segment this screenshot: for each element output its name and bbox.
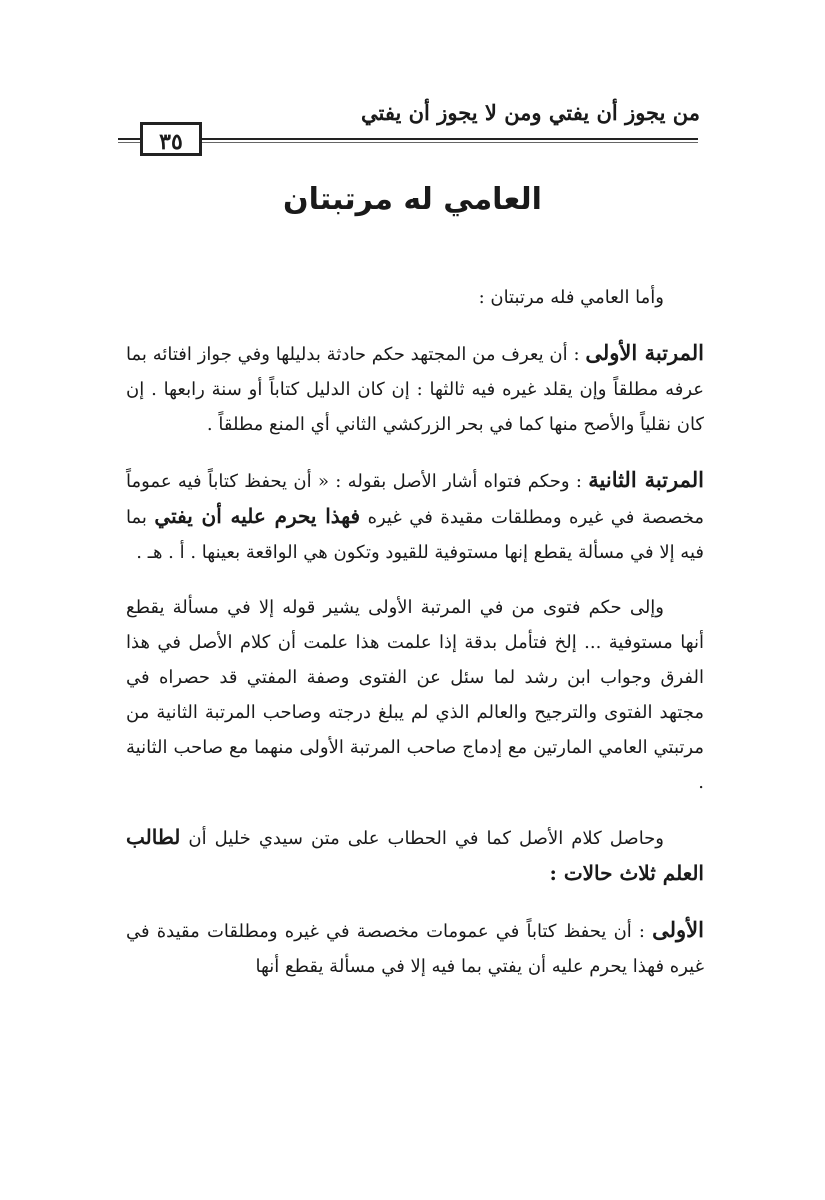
header-rule-bottom — [118, 142, 698, 143]
summary-emphasis: لطالب العلم ثلاث حالات : — [126, 825, 704, 885]
summary-text: وحاصل كلام الأصل كما في الحطاب على متن سيدي خليل أن — [180, 828, 664, 849]
paragraph-summary — [126, 820, 704, 892]
header-rule — [118, 138, 698, 144]
paragraph-first-rank — [126, 335, 704, 442]
body-text — [126, 280, 704, 1004]
first-rank-text: : أن يعرف من المجتهد حكم حادثة بدليلها وفي جواز افتائه بما عرفه مطلقاً وإن يقلد غيره فيه ثالثها : إن كان الدليل كتاباً أو سنة رابعها . إن كان نقلياً والأصح منها كما في بحر الزركشي الثاني أي المنع مطلقاً . — [126, 344, 704, 435]
second-rank-emphasis: فهذا يحرم عليه أن يفتي — [154, 504, 361, 528]
first-rank-heading: المرتبة الأولى — [585, 340, 704, 365]
paragraph-first-state — [126, 912, 704, 984]
second-rank-text-b: بما فيه إلا في مسألة يقطع إنها مستوفية للقيود وتكون هي الواقعة بعينها . أ . هـ . — [126, 507, 704, 563]
second-rank-text-a: : وحكم فتواه أشار الأصل بقوله : « أن يحفظ كتاباً فيه عموماً مخصصة في غيره ومطلقات مقيدة في غيره — [126, 471, 704, 528]
chapter-title: العامي له مرتبتان — [283, 182, 542, 217]
page-number: ٣٥ — [140, 122, 202, 156]
running-title: من يجوز أن يفتي ومن لا يجوز أن يفتي — [361, 100, 700, 125]
first-state-text: : أن يحفظ كتاباً في عمومات مخصصة في غيره ومطلقات مقيدة في غيره فهذا يحرم عليه أن يفتي بما فيه إلا في مسألة يقطع أنها — [126, 921, 704, 977]
paragraph-intro: وأما العامي فله مرتبتان : — [478, 287, 664, 308]
header-rule-top — [118, 138, 698, 140]
first-state-heading: الأولى — [652, 917, 704, 942]
paragraph-commentary: وإلى حكم فتوى من في المرتبة الأولى يشير قوله إلا في مسألة يقطع أنها مستوفية ... إلخ فتأمل بدقة إذا علمت هذا علمت أن كلام الأصل في هذا الفرق وجواب ابن رشد لما سئل عن الفتوى وصفة المفتي قد حصراه في مجتهد الفتوى والترجيح والعالم الذي لم يبلغ درجته وصاحب المرتبة الثانية من مرتبتي العامي المارتين مع إدماج صاحب المرتبة الأولى منهما مع صاحب الثانية . — [126, 597, 704, 793]
paragraph-second-rank — [126, 462, 704, 570]
second-rank-heading: المرتبة الثانية — [588, 467, 704, 492]
